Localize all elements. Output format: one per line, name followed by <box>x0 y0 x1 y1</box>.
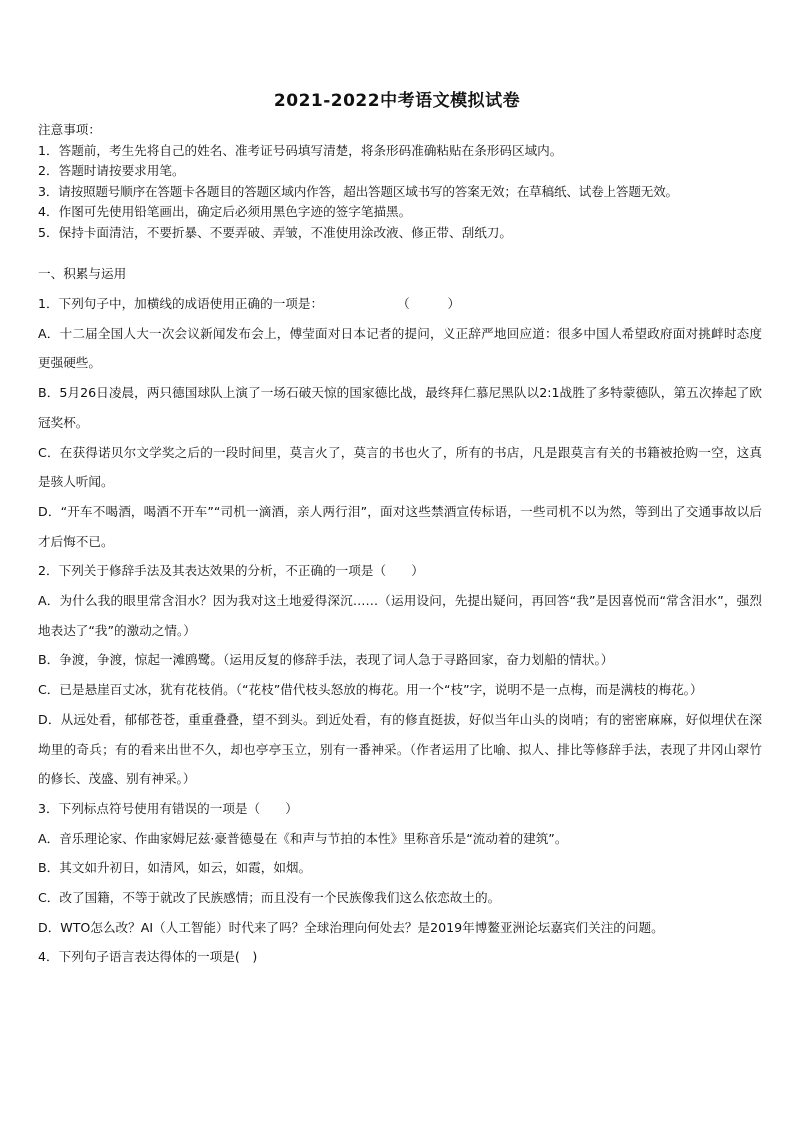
question-2-option-c: C．已是悬崖百丈冰，犹有花枝俏。（“花枝”借代枝头怒放的梅花。用一个“枝”字，说明不是一点梅，而是满枝的梅花。） <box>38 682 703 698</box>
answer-paren: （ ） <box>397 296 461 311</box>
question-3-stem: 3．下列标点符号使用有错误的一项是（ ） <box>38 800 298 816</box>
notes-item: 5．保持卡面清洁，不要折暴、不要弄破、弄皱，不准使用涂改液、修正带、刮纸刀。 <box>38 224 512 240</box>
question-2-option-a: A．为什么我的眼里常含泪水？因为我对这土地爱得深沉……（运用设问，先提出疑问，再回答“我”是因喜悦而“常含泪水”，强烈地表达了“我”的激动之情。） <box>38 593 762 638</box>
question-4-stem: 4．下列句子语言表达得体的一项是( ) <box>38 949 258 965</box>
notes-item: 1．答题前，考生先将自己的姓名、准考证号码填写清楚，将条形码准确粘贴在条形码区域内。 <box>38 142 563 158</box>
question-3-option-a: A．音乐理论家、作曲家姆尼兹·豪普德曼在《和声与节拍的本性》里称音乐是“流动着的建筑”。 <box>38 830 568 846</box>
question-2-option-d: D．从远处看，郁郁苍苍，重重叠叠，望不到头。到近处看，有的修直挺拔，好似当年山头的岗哨；有的密密麻麻，好似埋伏在深坳里的奇兵；有的看来出世不久，却也亭亭玉立，别有一番神采。（作者运用了比喻、拟人、排比等修辞手法，表现了井冈山翠竹的修长、茂盛、别有神采。） <box>38 711 762 787</box>
exam-title: 2021-2022中考语文模拟试卷 <box>273 91 521 111</box>
question-1-stem: 1．下列句子中，加横线的成语使用正确的一项是： （ ） <box>38 289 762 319</box>
section-title: 一、积累与运用 <box>38 266 127 281</box>
question-3-option-b: B．其文如升初日，如清风，如云，如霞，如烟。 <box>38 860 312 876</box>
question-2-option-b: B．争渡，争渡，惊起一滩鸥鹭。（运用反复的修辞手法，表现了词人急于寻路回家，奋力划船的情状。） <box>38 652 614 668</box>
question-1-option-b: B．5月26日凌晨，两只德国球队上演了一场石破天惊的国家德比战，最终拜仁慕尼黑队以2:1战胜了多特蒙德队，第五次捧起了欧冠奖杯。 <box>38 385 762 430</box>
question-1-option-a: A．十二届全国人大一次会议新闻发布会上，傅莹面对日本记者的提问，义正辞严地回应道：很多中国人希望政府面对挑衅时态度更强硬些。 <box>38 325 762 371</box>
notes-block <box>38 120 762 244</box>
question-1-option-d: D．“开车不喝酒，喝酒不开车”“司机一滴酒，亲人两行泪”，面对这些禁酒宣传标语，一些司机不以为然，等到出了交通事故以后才后悔不已。 <box>38 503 762 549</box>
questions-body <box>38 289 762 972</box>
question-2-stem: 2．下列关于修辞手法及其表达效果的分析，不正确的一项是（ ） <box>38 563 424 579</box>
notes-heading: 注意事项： <box>38 122 101 137</box>
question-3-option-d: D．WTO怎么改？AI（人工智能）时代来了吗？全球治理向何处去？是2019年博鳌亚洲论坛嘉宾们关注的问题。 <box>38 919 664 935</box>
question-1-option-c: C．在获得诺贝尔文学奖之后的一段时间里，莫言火了，莫言的书也火了，所有的书店，凡是跟莫言有关的书籍被抢购一空，这真是骇人听闻。 <box>38 444 762 490</box>
question-3-option-c: C．改了国籍，不等于就改了民族感情；而且没有一个民族像我们这么依恋故土的。 <box>38 890 501 906</box>
notes-item: 4．作图可先使用铅笔画出，确定后必须用黑色字迹的签字笔描黑。 <box>38 204 412 220</box>
notes-item: 3．请按照题号顺序在答题卡各题目的答题区域内作答，超出答题区域书写的答案无效；在草稿纸、试卷上答题无效。 <box>38 183 678 199</box>
notes-item: 2．答题时请按要求用笔。 <box>38 163 185 179</box>
